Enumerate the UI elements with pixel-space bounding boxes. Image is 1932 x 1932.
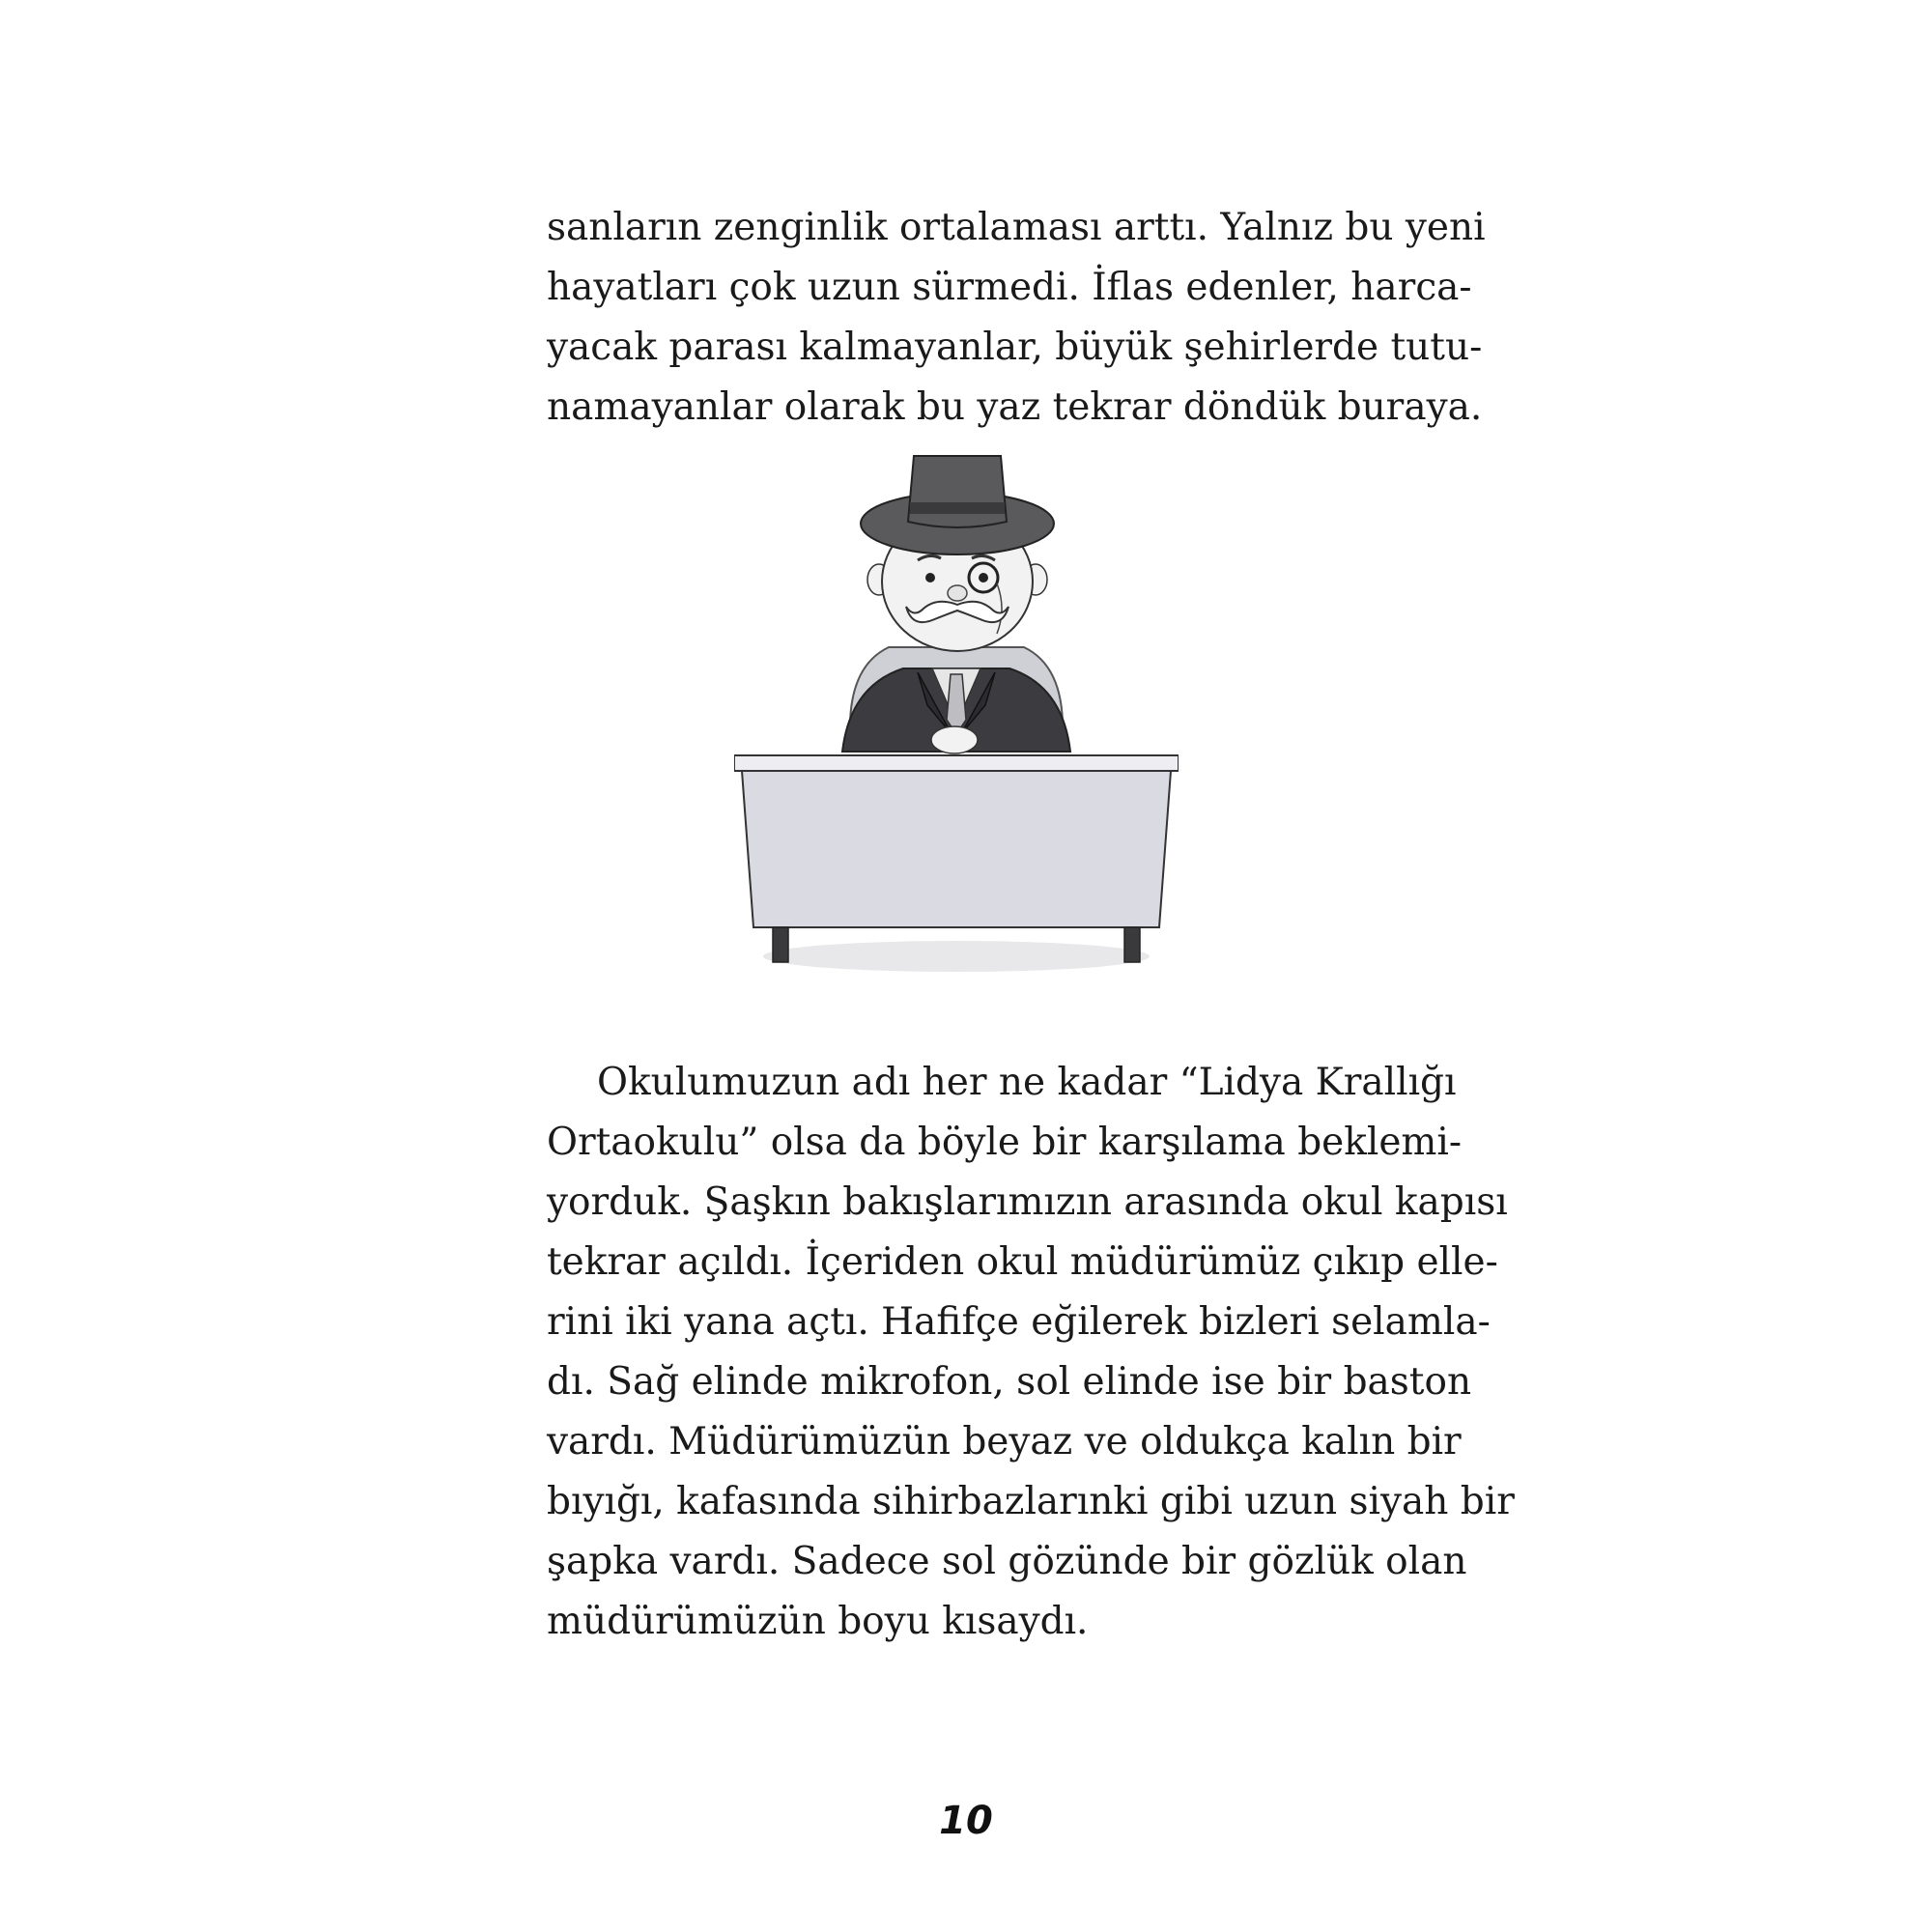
text-line: Ortaokulu” olsa da böyle bir karşılama beklemi-: [547, 1121, 1463, 1164]
text-line: Okulumuzun adı her ne kadar “Lidya Krallığı: [597, 1061, 1457, 1104]
eye-left: [925, 573, 935, 582]
text-line: tekrar açıldı. İçeriden okul müdürümüz çıkıp elle-: [547, 1240, 1498, 1284]
eye-right: [979, 573, 988, 582]
text-line: rini iki yana açtı. Hafifçe eğilerek bizleri selamla-: [547, 1300, 1491, 1344]
text-line: sanların zenginlik ortalaması arttı. Yalnız bu yeni: [547, 206, 1486, 249]
hands: [931, 726, 978, 753]
principal-at-desk-illustration: [734, 444, 1179, 985]
desk-body: [742, 771, 1171, 927]
text-line: bıyığı, kafasında sihirbazlarınki gibi uzun siyah bir: [547, 1480, 1515, 1523]
text-line: müdürümüzün boyu kısaydı.: [547, 1600, 1089, 1643]
desk-leg-right: [1124, 927, 1140, 962]
page-number: 10: [939, 1799, 993, 1843]
text-line: hayatları çok uzun sürmedi. İflas edenler, harca-: [547, 266, 1472, 309]
text-line: vardı. Müdürümüzün beyaz ve oldukça kalın bir: [547, 1420, 1462, 1463]
desk-leg-left: [773, 927, 788, 962]
hat-band: [910, 502, 1005, 514]
paragraph-1: [547, 198, 1486, 438]
hat-crown: [908, 456, 1007, 527]
text-line: şapka vardı. Sadece sol gözünde bir gözlük olan: [547, 1540, 1467, 1583]
tie: [947, 674, 966, 734]
nose: [948, 585, 967, 601]
text-line: yorduk. Şaşkın bakışlarımızın arasında okul kapısı: [547, 1180, 1508, 1224]
desk-top: [734, 755, 1179, 771]
desk-shadow: [763, 941, 1150, 972]
text-line: namayanlar olarak bu yaz tekrar döndük buraya.: [547, 385, 1483, 429]
paragraph-2: [547, 1053, 1515, 1652]
text-line: dı. Sağ elinde mikrofon, sol elinde ise bir baston: [547, 1360, 1472, 1404]
text-line: yacak parası kalmayanlar, büyük şehirlerde tutu-: [547, 326, 1483, 369]
